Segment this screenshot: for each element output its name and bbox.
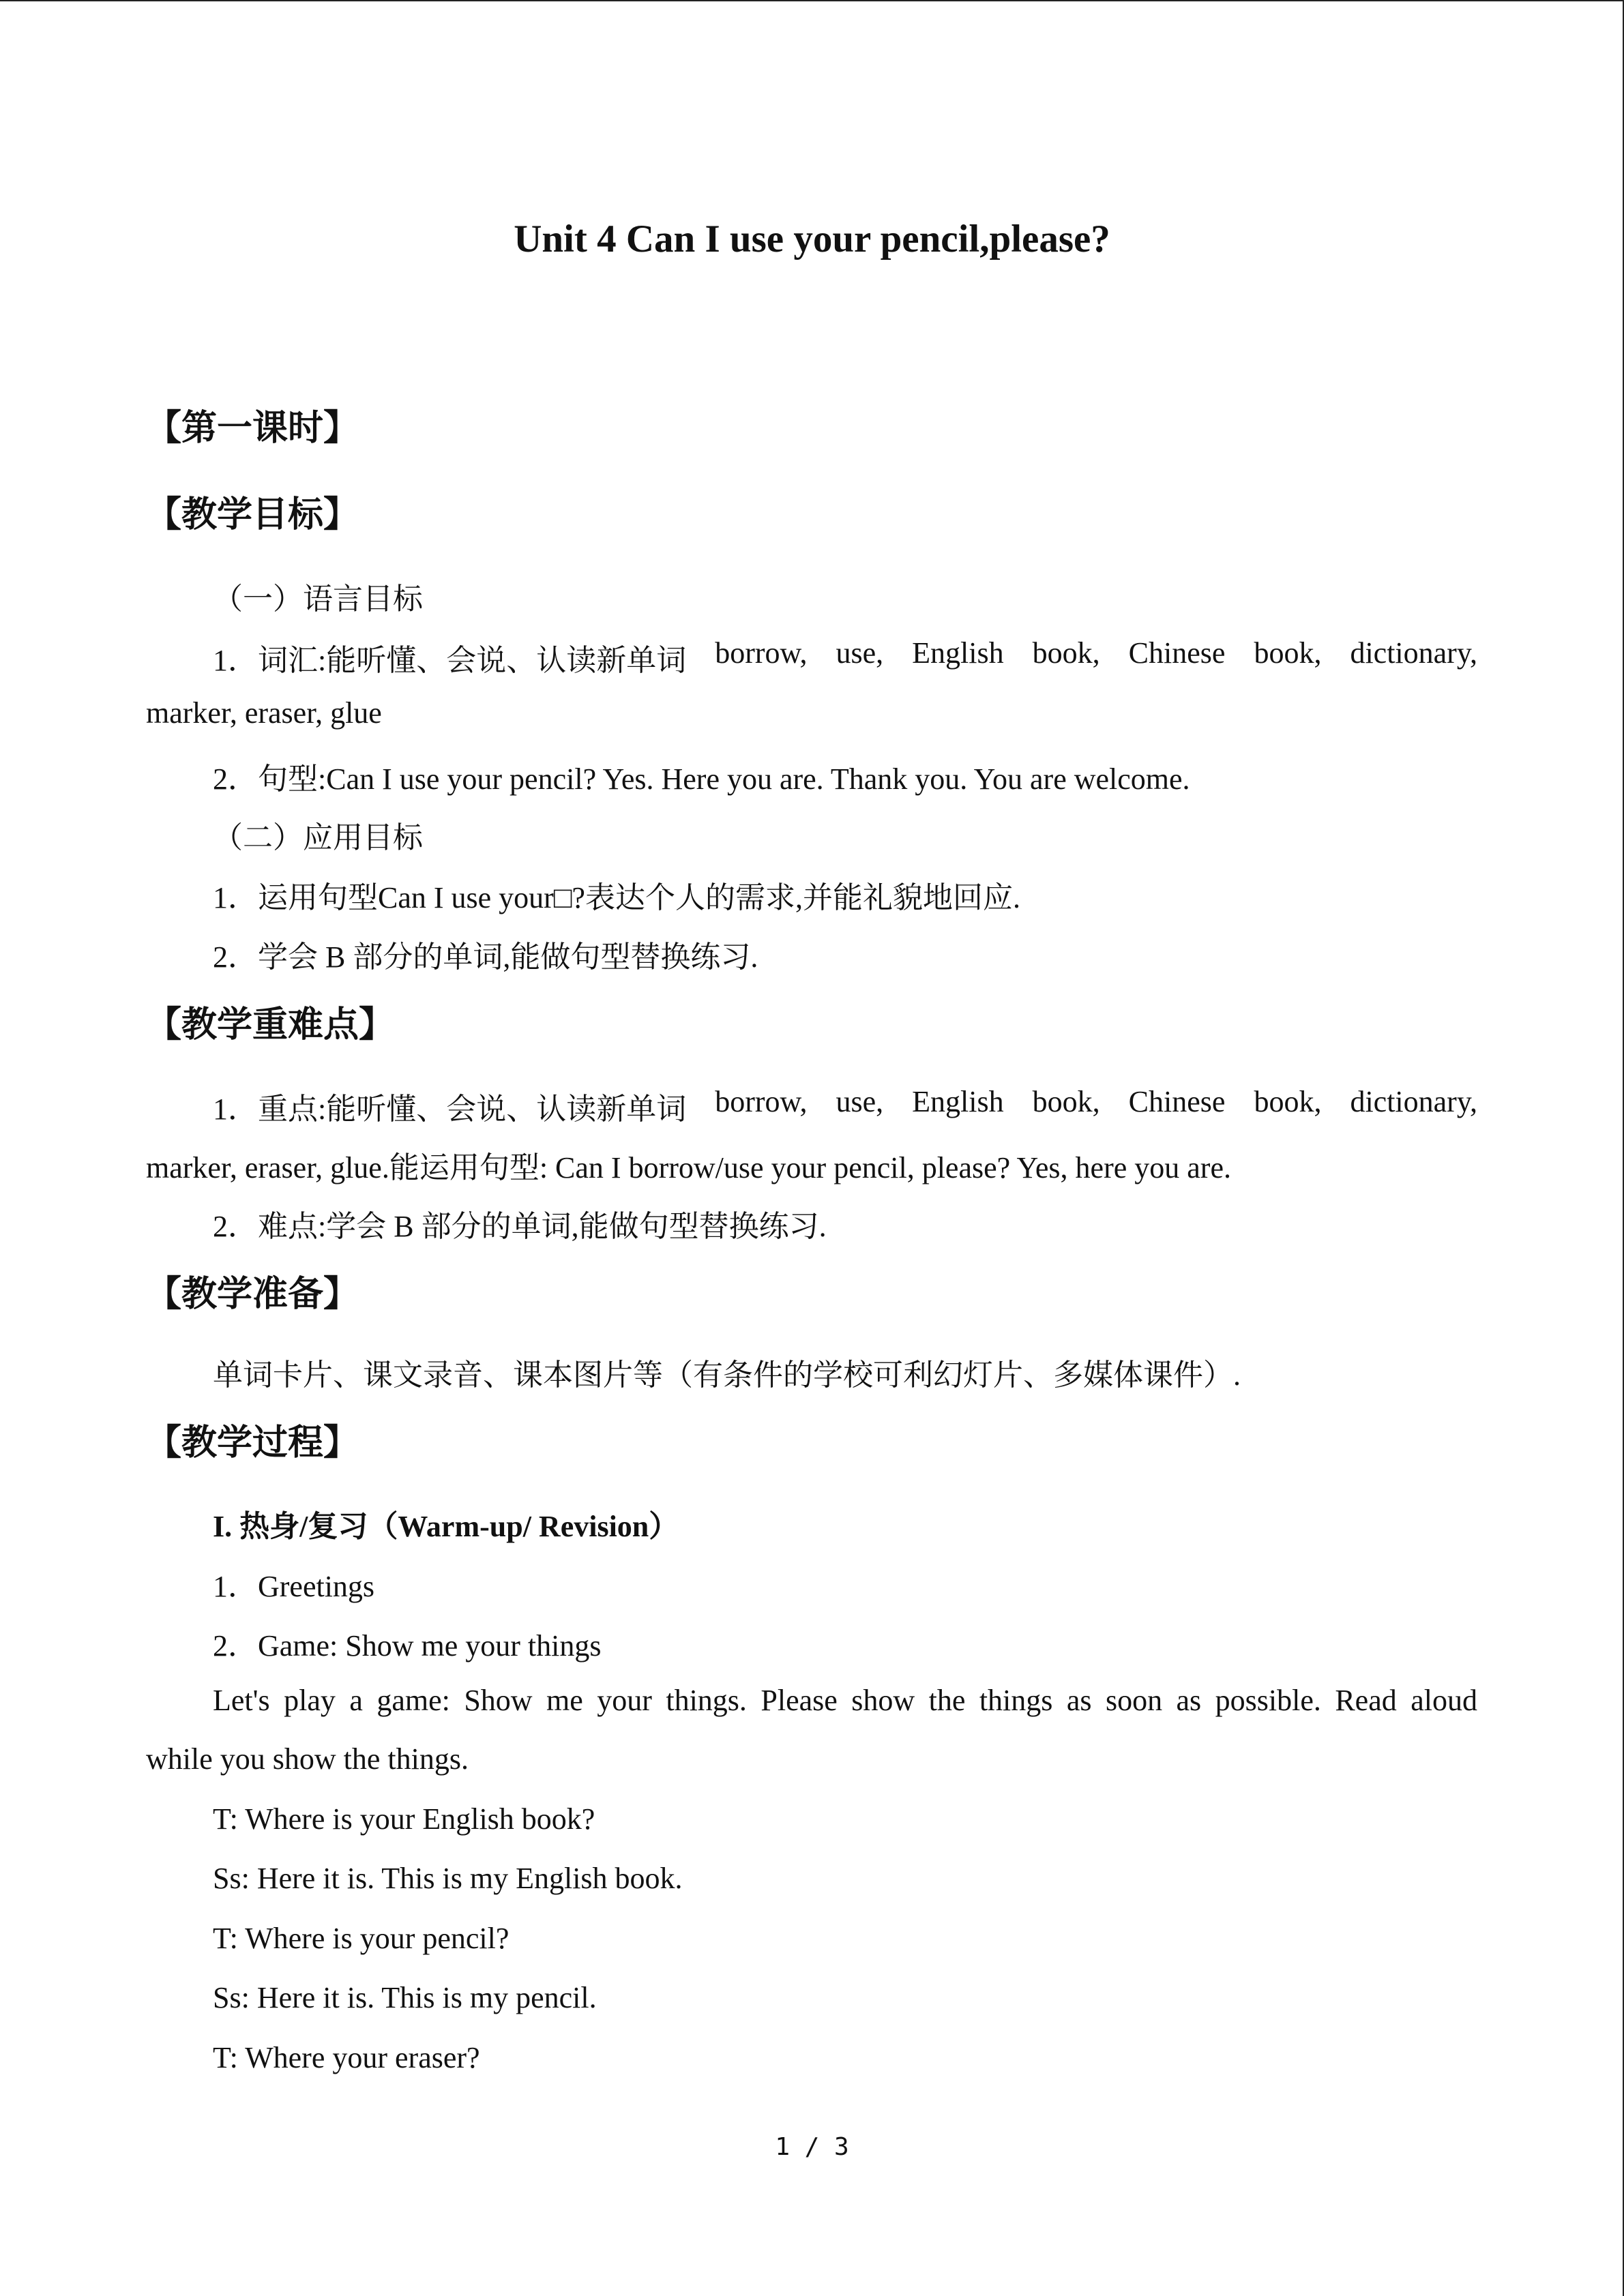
game-word: Let's: [213, 1684, 270, 1717]
keypoint-word: Chinese: [1128, 1085, 1226, 1118]
game-word: aloud: [1411, 1684, 1477, 1717]
vocab-word: use,: [836, 636, 884, 670]
difficult-point: 2．难点:学会 B 部分的单词,能做句型替换练习.: [213, 1210, 827, 1243]
keypoint-line: [213, 1084, 1477, 1128]
game-word: game:: [377, 1684, 450, 1717]
vocab-word: book,: [1032, 636, 1100, 670]
game-word: as: [1066, 1684, 1092, 1717]
dialogue-line: T: Where is your English book?: [213, 1802, 595, 1836]
keypoint-word: use,: [836, 1085, 884, 1118]
keypoint-word: 1．重点:能听懂、会说、认读新单词: [213, 1092, 687, 1126]
dialogue-line: Ss: Here it is. This is my English book.: [213, 1862, 683, 1895]
keypoint-word: English: [912, 1085, 1004, 1118]
heading-objectives: 【教学目标】: [146, 494, 359, 535]
keypoint-word: borrow,: [715, 1085, 808, 1118]
vocab-word: Chinese: [1128, 636, 1226, 670]
vocab-word: 1．词汇:能听懂、会说、认读新单词: [213, 644, 687, 677]
preparation-text: 单词卡片、课文录音、课本图片等（有条件的学校可利幻灯片、多媒体课件）.: [213, 1358, 1241, 1392]
objective-language-label: （一）语言目标: [213, 582, 423, 616]
game-word: a: [349, 1684, 363, 1717]
process-item-1: 1．Greetings: [213, 1570, 375, 1603]
game-word: Read: [1335, 1684, 1397, 1717]
dialogue-line: Ss: Here it is. This is my pencil.: [213, 1981, 597, 2014]
keypoint-word: book,: [1032, 1085, 1100, 1118]
game-word: Please: [761, 1684, 838, 1717]
game-word: as: [1176, 1684, 1202, 1717]
dialogue-line: T: Where your eraser?: [213, 2041, 480, 2074]
objective-application-label: （二）应用目标: [213, 821, 423, 854]
game-line: [213, 1683, 1477, 1718]
vocab-line: [213, 636, 1477, 679]
vocab-word: dictionary,: [1350, 636, 1477, 670]
heading-preparation: 【教学准备】: [146, 1274, 359, 1315]
game-word: me: [546, 1684, 583, 1717]
vocab-word: borrow,: [715, 636, 808, 670]
application-item-2: 2．学会 B 部分的单词,能做句型替换练习.: [213, 940, 758, 974]
keypoint-line-cont: marker, eraser, glue.能运用句型: Can I borrow/use your pencil, please? Yes, here you are.: [146, 1151, 1231, 1184]
keypoint-word: book,: [1254, 1085, 1322, 1118]
game-word: things: [979, 1684, 1053, 1717]
heading-lesson: 【第一课时】: [146, 408, 359, 449]
game-word: show: [851, 1684, 915, 1717]
game-word: play: [284, 1684, 336, 1717]
game-line-cont: while you show the things.: [146, 1742, 469, 1776]
vocab-word: book,: [1254, 636, 1322, 670]
process-item-2: 2．Game: Show me your things: [213, 1629, 602, 1663]
application-item-1: 1．运用句型Can I use your□?表达个人的需求,并能礼貌地回应.: [213, 881, 1020, 914]
vocab-line-cont: marker, eraser, glue: [146, 696, 382, 730]
page-number: 1 / 3: [775, 2133, 849, 2161]
game-word: the: [928, 1684, 966, 1717]
dialogue-line: T: Where is your pencil?: [213, 1922, 510, 1955]
game-word: Show: [464, 1684, 533, 1717]
game-word: possible.: [1215, 1684, 1321, 1717]
heading-process: 【教学过程】: [146, 1422, 359, 1463]
keypoint-word: dictionary,: [1350, 1085, 1477, 1118]
vocab-word: English: [912, 636, 1004, 670]
game-word: soon: [1105, 1684, 1163, 1717]
game-word: things.: [666, 1684, 747, 1717]
game-word: your: [597, 1684, 652, 1717]
page-title: Unit 4 Can I use your pencil,please?: [514, 218, 1110, 260]
heading-keypoints: 【教学重难点】: [146, 1004, 395, 1045]
section-warmup: I. 热身/复习（Warm-up/ Revision）: [213, 1510, 679, 1543]
sentence-pattern: 2．句型:Can I use your pencil? Yes. Here you are. Thank you. You are welcome.: [213, 762, 1190, 796]
